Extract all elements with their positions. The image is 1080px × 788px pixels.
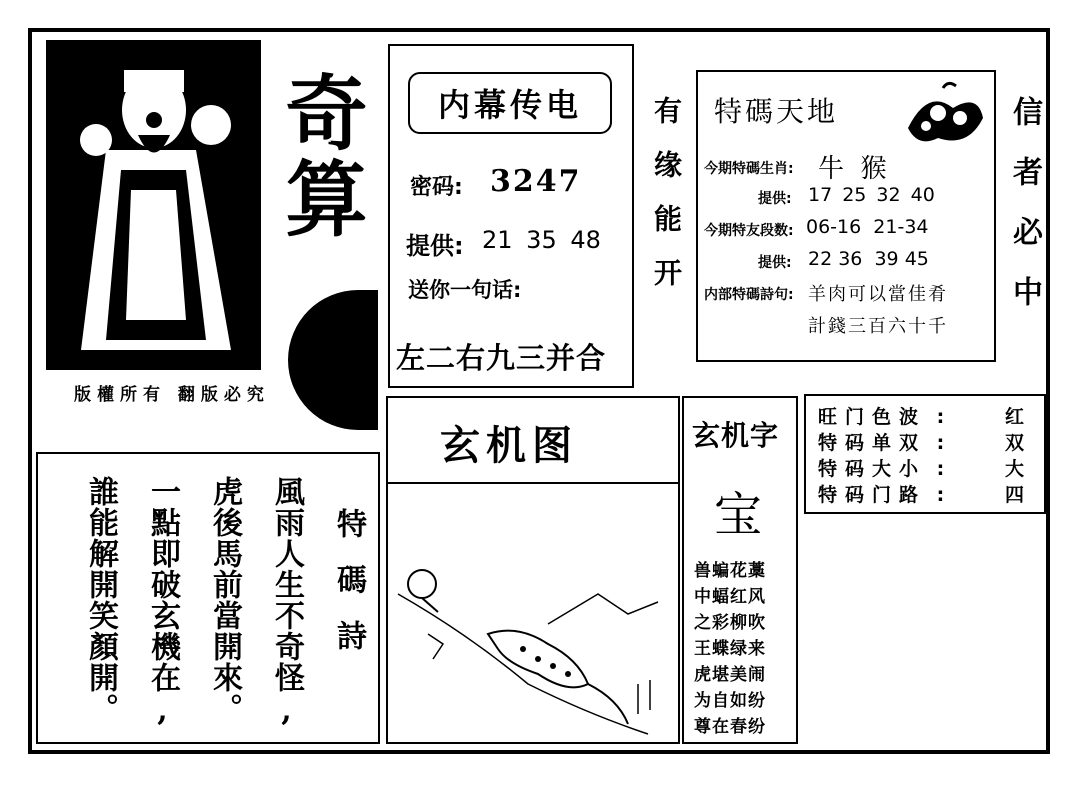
neimu-title-box: 内幕传电 xyxy=(408,72,612,134)
tema-title: 特碼天地 xyxy=(714,95,839,128)
tigong-label: 提供: xyxy=(406,232,464,260)
phrase-text: 左二右九三并合 xyxy=(396,341,607,375)
mima-label: 密码: xyxy=(410,175,463,200)
xuanjizi-row: 中蝠红风 xyxy=(694,587,766,607)
xuanji-image-box xyxy=(386,482,680,744)
deity-panel xyxy=(38,40,378,440)
deity-image xyxy=(46,40,261,370)
poem-column: 虎後馬前當開來。 xyxy=(207,476,242,724)
flower-icon xyxy=(898,78,988,154)
stats-label: 旺门色波 xyxy=(818,406,927,428)
black-arc xyxy=(288,290,378,430)
xuanjizi-row: 兽蝙花藁 xyxy=(694,561,766,581)
leopard-illustration xyxy=(388,484,678,742)
big-title-chars: 奇算 xyxy=(272,70,368,242)
stats-label: 特码大小 xyxy=(818,458,927,480)
poem-column-title: 特碼詩 xyxy=(331,508,366,676)
xuanjizi-row: 为自如纷 xyxy=(694,691,766,711)
stats-label: 特码单双 xyxy=(818,432,927,454)
provide2-label: 提供: xyxy=(758,255,792,271)
xuanjizi-char: 宝 xyxy=(714,487,763,543)
stats-sep: : xyxy=(936,458,945,480)
xuanjizi-row: 尊在春纷 xyxy=(694,717,766,737)
xinzhe-column: 信者必中 xyxy=(1007,96,1042,336)
duanshu-label: 今期特友段数: xyxy=(704,223,794,239)
xuanjizi-row: 虎堪美闹 xyxy=(694,665,766,685)
poem-line-2: 計錢三百六十千 xyxy=(808,316,948,337)
mima-value: 3247 xyxy=(490,164,582,199)
xuanjizi-row: 之彩柳吹 xyxy=(694,613,766,633)
stats-value: 大 xyxy=(1004,458,1024,480)
poem-column: 一點即破玄機在, xyxy=(145,476,180,729)
provide2-value: 22 36 39 45 xyxy=(808,248,929,270)
provide1-label: 提供: xyxy=(758,191,792,207)
poem-panel xyxy=(36,452,380,744)
stats-sep: : xyxy=(936,432,945,454)
stats-sep: : xyxy=(936,484,945,506)
poem-column: 風雨人生不奇怪, xyxy=(269,476,304,729)
stats-value: 双 xyxy=(1004,432,1024,454)
stats-row xyxy=(818,480,1038,507)
tigong-values: 21 35 48 xyxy=(482,226,601,254)
stats-label: 特码门路 xyxy=(818,484,927,506)
copyright-text: 版權所有 翻版必究 xyxy=(74,385,270,405)
poem-line-1: 羊肉可以當佳肴 xyxy=(808,284,948,305)
shengxiao-label: 今期特碼生肖: xyxy=(704,161,794,177)
stats-row xyxy=(818,402,1038,429)
stats-sep: : xyxy=(936,406,945,428)
poem-label: 内部特碼詩句: xyxy=(704,287,794,303)
poem-column: 誰能解開笑顏開。 xyxy=(83,476,118,724)
stats-row xyxy=(818,454,1038,481)
stats-value: 红 xyxy=(1004,406,1024,428)
phrase-label: 送你一句话: xyxy=(408,278,522,302)
duanshu-value: 06-16 21-34 xyxy=(806,216,929,238)
xuanjizi-rows xyxy=(694,558,766,740)
xuanji-title-box xyxy=(386,396,680,484)
stats-row xyxy=(818,428,1038,455)
shengxiao-value: 牛 猴 xyxy=(818,154,887,184)
provide1-value: 17 25 32 40 xyxy=(808,184,935,206)
xuanjizi-row: 王蝶绿来 xyxy=(694,639,766,659)
xuanjizi-panel xyxy=(682,396,798,744)
xuanjizi-title: 玄机字 xyxy=(692,419,780,452)
youyuan-column: 有缘能开 xyxy=(650,96,683,312)
stats-panel xyxy=(804,394,1046,514)
xuanji-title: 玄机图 xyxy=(440,423,578,469)
stats-value: 四 xyxy=(1004,484,1024,506)
tema-panel xyxy=(696,70,996,362)
neimu-panel xyxy=(388,44,634,388)
